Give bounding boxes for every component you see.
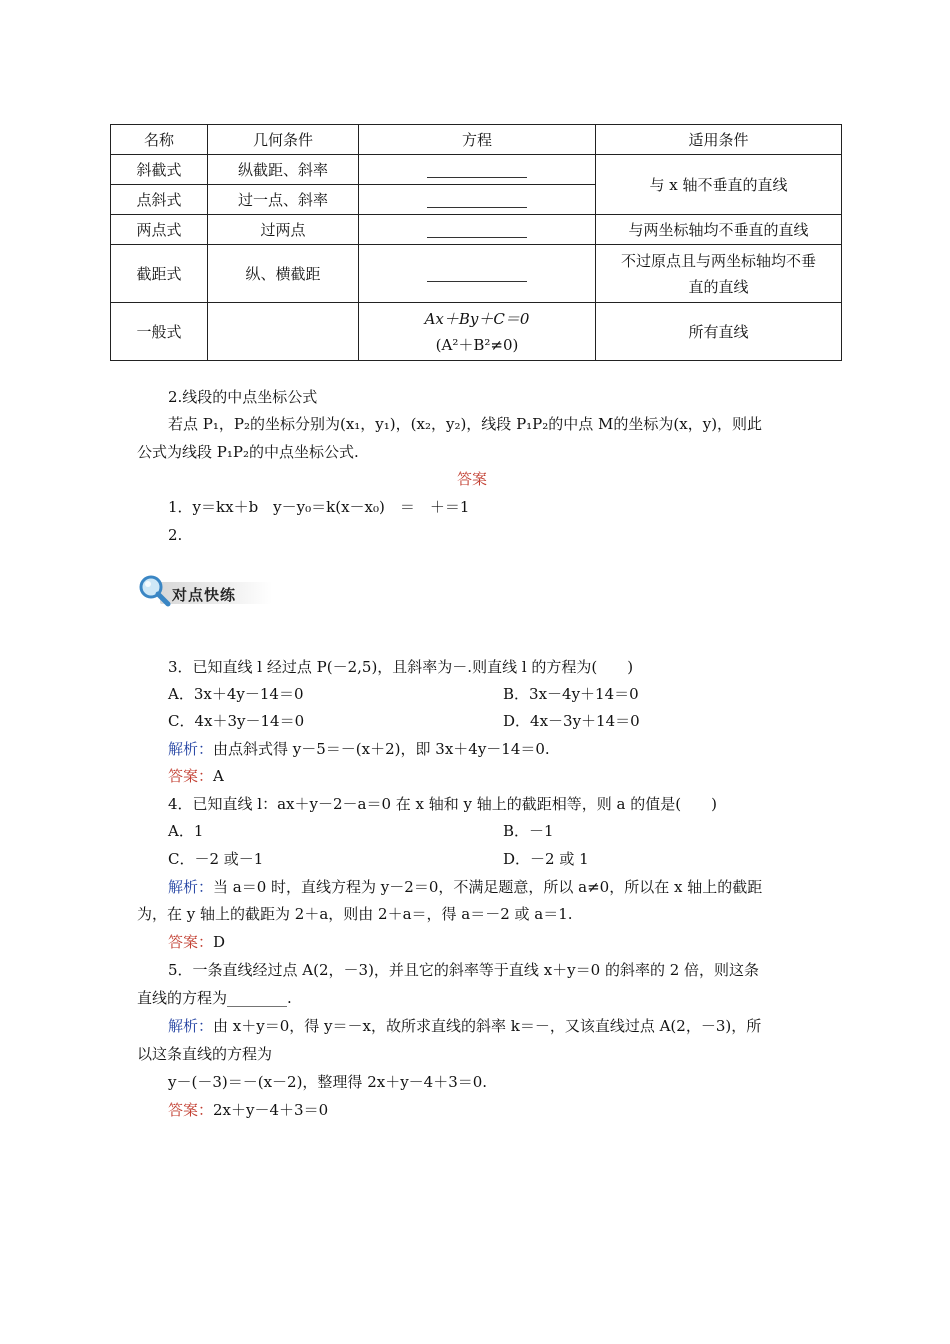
- answer-value: A: [213, 767, 224, 785]
- header-condition: 几何条件: [208, 125, 359, 155]
- badge-label: 对点快练: [172, 586, 237, 604]
- answer-line: 2.: [168, 526, 183, 544]
- header-name: 名称: [111, 125, 208, 155]
- analysis-line: [168, 877, 762, 897]
- row-applicable: 与两坐标轴均不垂直的直线: [596, 215, 842, 245]
- question-stem: 5．一条直线经过点 A(2，－3)，并且它的斜率等于直线 x＋y＝0 的斜率的 2 倍，则这条: [168, 961, 760, 979]
- question-stem: 4．已知直线 l：ax＋y－2－a＝0 在 x 轴和 y 轴上的截距相等，则 a 的值是( ): [168, 795, 717, 813]
- table-header-row: [111, 125, 842, 155]
- analysis-label: 解析：: [168, 1017, 214, 1035]
- answer-label: 答案：: [168, 1101, 214, 1119]
- answer-heading: 答案: [457, 470, 488, 488]
- row-condition: 纵、横截距: [208, 245, 359, 303]
- equation-blank: [359, 155, 596, 185]
- practice-badge: [136, 572, 276, 610]
- section-text: 若点 P₁，P₂的坐标分别为(x₁，y₁)，(x₂，y₂)，线段 P₁P₂的中点 M的坐标为(x，y)，则此: [168, 415, 763, 433]
- row-applicable: 所有直线: [596, 303, 842, 361]
- answer-line: [168, 932, 225, 952]
- answer-label: 答案：: [168, 767, 214, 785]
- row-name: 斜截式: [111, 155, 208, 185]
- option-d: D．－2 或 1: [503, 850, 589, 868]
- magnifier-icon: [136, 572, 176, 612]
- answer-value: D: [213, 933, 226, 951]
- question-stem: 直线的方程为________.: [137, 989, 292, 1007]
- row-name: 两点式: [111, 215, 208, 245]
- analysis-label: 解析：: [168, 878, 214, 896]
- header-equation: 方程: [359, 125, 596, 155]
- row-condition: 过两点: [208, 215, 359, 245]
- analysis-text: 由点斜式得 y－5＝－(x＋2)，即 3x＋4y－14＝0.: [213, 740, 550, 758]
- analysis-text: 当 a＝0 时，直线方程为 y－2＝0，不满足题意，所以 a≠0，所以在 x 轴上的截距: [213, 878, 763, 896]
- answer-label: 答案：: [168, 933, 214, 951]
- general-equation: [359, 303, 596, 361]
- equation-blank: [359, 245, 596, 303]
- merged-applicable: 与 x 轴不垂直的直线: [596, 155, 842, 215]
- option-c: C．4x＋3y－14＝0: [168, 712, 305, 730]
- equation-line: (A²＋B²≠0): [435, 335, 519, 354]
- applicable-line: 直的直线: [688, 277, 749, 296]
- analysis-label: 解析：: [168, 740, 214, 758]
- answer-line: [168, 1100, 328, 1120]
- line-equation-table: [110, 124, 842, 361]
- analysis-text: 以这条直线的方程为: [137, 1045, 273, 1063]
- section-text: 公式为线段 P₁P₂的中点坐标公式.: [137, 443, 359, 461]
- option-b: B．－1: [503, 822, 554, 840]
- equation-blank: [359, 185, 596, 215]
- analysis-line: [168, 739, 550, 759]
- answer-value: 2x＋y－4＋3＝0: [213, 1101, 329, 1119]
- analysis-text: 为，在 y 轴上的截距为 2＋a，则由 2＋a＝，得 a＝－2 或 a＝1.: [137, 905, 573, 923]
- row-condition: [208, 303, 359, 361]
- answer-line: 1．y＝kx＋b y－y₀＝k(x－x₀) ＝ ＋＝1: [168, 498, 470, 516]
- applicable-line: 不过原点且与两坐标轴均不垂: [620, 251, 816, 270]
- option-a: A．3x＋4y－14＝0: [168, 685, 304, 703]
- analysis-text: 由 x＋y＝0，得 y＝－x，故所求直线的斜率 k＝－，又该直线过点 A(2，－3)，所: [213, 1017, 762, 1035]
- equation-blank: [359, 215, 596, 245]
- analysis-text: y－(－3)＝－(x－2)，整理得 2x＋y－4＋3＝0.: [168, 1073, 488, 1091]
- option-b: B．3x－4y＋14＝0: [503, 685, 639, 703]
- equation-line: Ax＋By＋C＝0: [424, 309, 530, 328]
- table-row: [111, 155, 842, 185]
- answer-line: [168, 766, 224, 786]
- row-condition: 纵截距、斜率: [208, 155, 359, 185]
- row-name: 点斜式: [111, 185, 208, 215]
- section-title: 2.线段的中点坐标公式: [168, 388, 318, 406]
- option-c: C．－2 或－1: [168, 850, 264, 868]
- analysis-line: [168, 1016, 761, 1036]
- option-a: A．1: [168, 822, 204, 840]
- table-row: [111, 303, 842, 361]
- row-condition: 过一点、斜率: [208, 185, 359, 215]
- header-applicable: 适用条件: [596, 125, 842, 155]
- row-applicable: [596, 245, 842, 303]
- row-name: 截距式: [111, 245, 208, 303]
- option-d: D．4x－3y＋14＝0: [503, 712, 640, 730]
- question-stem: 3．已知直线 l 经过点 P(－2,5)，且斜率为－.则直线 l 的方程为( ): [168, 658, 634, 676]
- row-name: 一般式: [111, 303, 208, 361]
- table-row: [111, 245, 842, 303]
- table-row: [111, 215, 842, 245]
